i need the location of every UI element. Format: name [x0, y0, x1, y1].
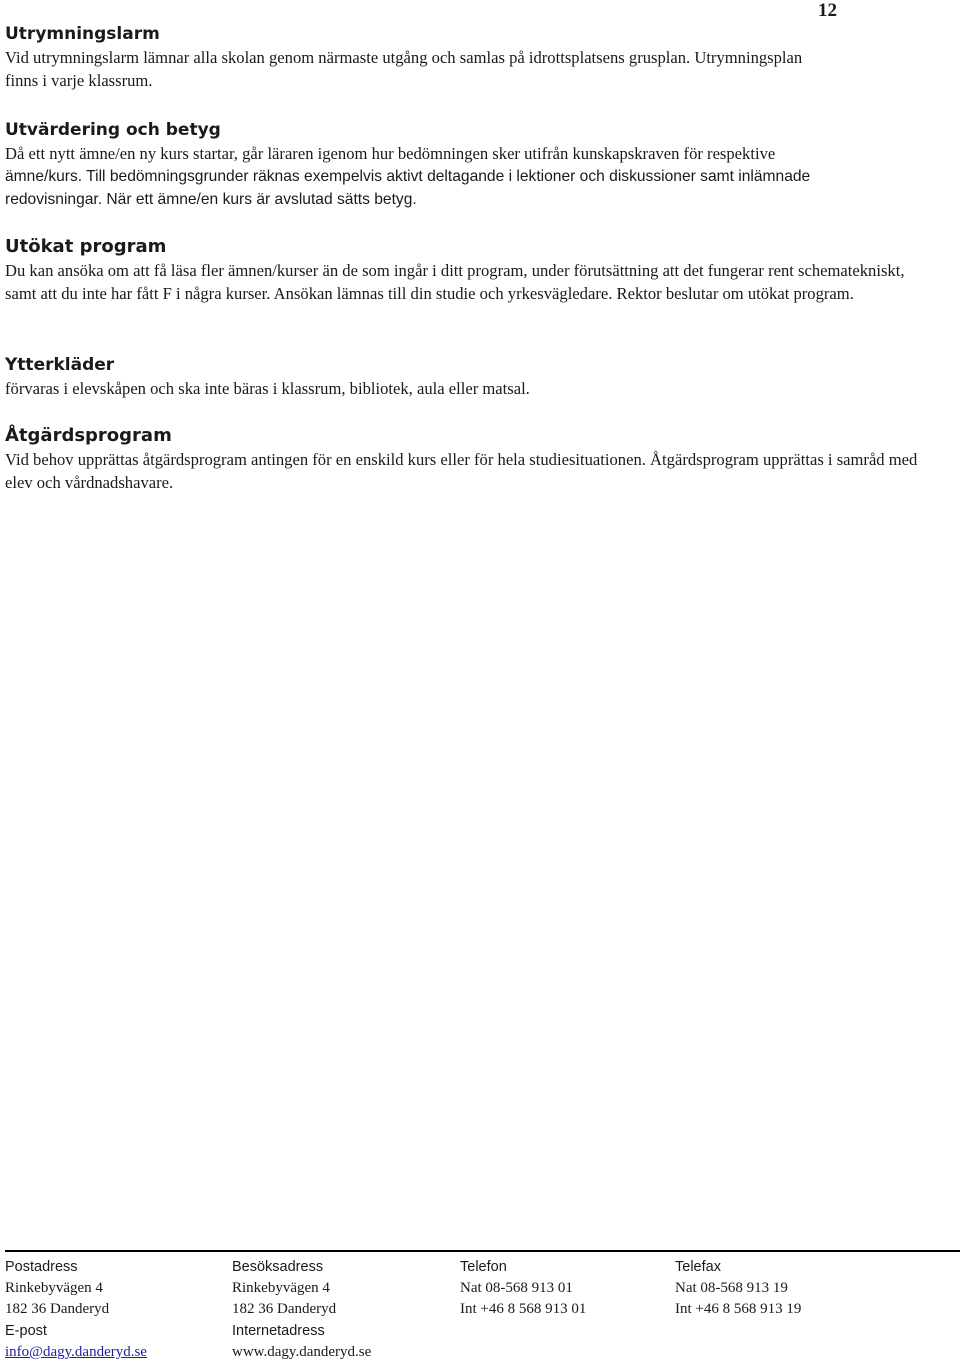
footer-postadress-line1: Rinkebyvägen 4: [5, 1280, 103, 1296]
footer-telefax-label: Telefax: [675, 1259, 721, 1275]
footer-internet-label: Internetadress: [232, 1323, 325, 1339]
footer-besoksadress-line1: Rinkebyvägen 4: [232, 1280, 330, 1296]
footer-telefax-int: Int +46 8 568 913 19: [675, 1301, 802, 1317]
section-heading: Åtgärdsprogram: [5, 425, 172, 446]
section-paragraph: Vid behov upprättas åtgärdsprogram antingen för en enskild kurs eller för hela studiesituationen. Åtgärdsprogram upprättas i samråd med elev och vårdnadshavare.: [5, 450, 918, 492]
section-atgardsprogram: [5, 424, 945, 494]
section-utokat-program: [5, 235, 945, 305]
section-paragraph: Du kan ansöka om att få läsa fler ämnen/kurser än de som ingår i ditt program, under förutsättning att det fungerar rent schematekniskt, samt att du inte har fått F i några kurser. Ansökan lämnas till din studie och yrkesvägledare. Rektor beslutar om utökat program.: [5, 261, 905, 303]
footer-telefax-nat: Nat 08-568 913 19: [675, 1280, 788, 1296]
section-ytterklader: [5, 353, 945, 400]
footer-postadress-label: Postadress: [5, 1259, 78, 1275]
section-heading: Ytterkläder: [5, 355, 115, 375]
footer-besoksadress-line2: 182 36 Danderyd: [232, 1301, 337, 1317]
footer-telefon-label: Telefon: [460, 1259, 507, 1275]
section-utvardering-och-betyg: [5, 118, 945, 211]
footer-besoksadress-label: Besöksadress: [232, 1259, 324, 1275]
footer-epost-label: E-post: [5, 1323, 47, 1339]
section-heading: Utökat program: [5, 236, 167, 257]
section-heading: Utrymningslarm: [5, 24, 160, 44]
section-paragraph: förvaras i elevskåpen och ska inte bäras i klassrum, bibliotek, aula eller matsal.: [5, 379, 530, 398]
footer-divider: [5, 1250, 960, 1252]
page-number: 12: [818, 0, 837, 21]
section-utrymningslarm: [5, 22, 945, 92]
footer-telefon-int: Int +46 8 568 913 01: [460, 1301, 587, 1317]
footer-epost-link[interactable]: info@dagy.danderyd.se: [5, 1344, 147, 1360]
section-paragraph: Vid utrymningslarm lämnar alla skolan genom närmaste utgång och samlas på idrottsplatsens grusplan. Utrymningsplan finns i varje klassrum.: [5, 48, 803, 90]
footer-telefon-nat: Nat 08-568 913 01: [460, 1280, 573, 1296]
section-heading: Utvärdering och betyg: [5, 120, 221, 140]
section-paragraph: ämne/kurs. Till bedömningsgrunder räknas exempelvis aktivt deltagande i lektioner och diskussioner samt inlämnade redovisningar. När ett ämne/en kurs är avslutad sätts betyg.: [5, 168, 811, 208]
section-paragraph-line1: Då ett nytt ämne/en ny kurs startar, går läraren igenom hur bedömningen sker utifrån kunskapskraven för respektive: [5, 144, 776, 163]
footer-postadress-line2: 182 36 Danderyd: [5, 1301, 110, 1317]
footer-internet-value: www.dagy.danderyd.se: [232, 1344, 372, 1360]
